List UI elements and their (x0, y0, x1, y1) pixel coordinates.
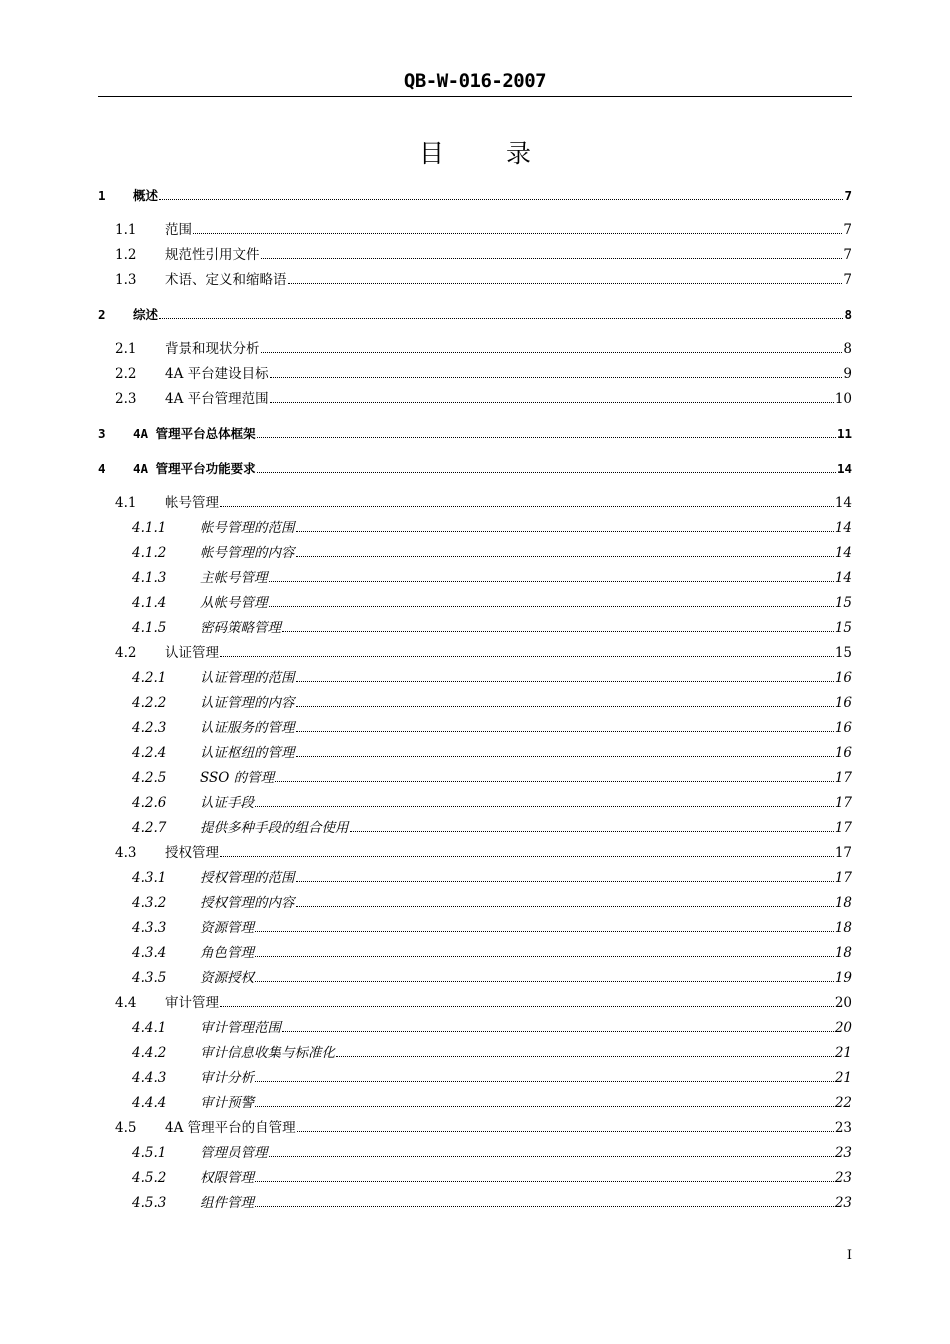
toc-entry[interactable] (98, 1193, 852, 1213)
toc-entry-page: 17 (834, 820, 852, 836)
toc-entry[interactable] (98, 818, 852, 838)
toc-entry-page: 8 (844, 307, 852, 322)
toc-entry[interactable] (98, 993, 852, 1013)
toc-entry-page: 14 (834, 545, 852, 561)
toc-dot-leader (296, 531, 834, 532)
toc-dot-leader (270, 402, 834, 403)
toc-entry-title: 资源授权 (200, 970, 254, 986)
toc-entry-page: 14 (836, 461, 852, 476)
toc-entry-number: 4.4.3 (132, 1070, 167, 1086)
toc-dot-leader (296, 556, 834, 557)
toc-entry[interactable] (98, 643, 852, 663)
toc-entry-page: 23 (834, 1145, 852, 1161)
toc-entry[interactable] (98, 918, 852, 938)
toc-entry-title: 审计管理 (165, 995, 219, 1011)
toc-entry-title: 审计管理范围 (200, 1020, 281, 1036)
toc-entry[interactable] (98, 793, 852, 813)
toc-entry-page: 23 (834, 1120, 852, 1136)
toc-entry-number: 4.2.7 (132, 820, 167, 836)
toc-entry[interactable] (98, 493, 852, 513)
toc-dot-leader (282, 631, 834, 632)
toc-dot-leader (296, 906, 834, 907)
toc-entry[interactable] (98, 768, 852, 788)
toc-entry[interactable] (98, 245, 852, 265)
toc-entry-title: 资源管理 (200, 920, 254, 936)
toc-entry[interactable] (98, 459, 852, 479)
toc-entry[interactable] (98, 364, 852, 384)
toc-entry-title: 术语、定义和缩略语 (165, 272, 287, 288)
toc-entry[interactable] (98, 186, 852, 206)
toc-entry-page: 7 (843, 247, 852, 263)
toc-entry-title: 背景和现状分析 (165, 341, 260, 357)
toc-entry-number: 4.2.2 (132, 695, 167, 711)
toc-entry-page: 7 (843, 222, 852, 238)
toc-entry-title: 4A 管理平台总体框架 (133, 426, 256, 441)
toc-dot-leader (288, 283, 843, 284)
toc-dot-leader (220, 656, 834, 657)
toc-entry-title: 权限管理 (200, 1170, 254, 1186)
toc-dot-leader (269, 606, 834, 607)
toc-entry[interactable] (98, 1043, 852, 1063)
toc-dot-leader (257, 472, 836, 473)
toc-entry-title: 规范性引用文件 (165, 247, 260, 263)
toc-entry-page: 9 (843, 366, 852, 382)
toc-dot-leader (255, 1206, 834, 1207)
toc-dot-leader (350, 831, 834, 832)
toc-dot-leader (269, 581, 834, 582)
toc-entry-page: 17 (834, 845, 852, 861)
toc-entry[interactable] (98, 1168, 852, 1188)
toc-entry-number: 4.3.5 (132, 970, 167, 986)
toc-dot-leader (336, 1056, 834, 1057)
toc-entry[interactable] (98, 618, 852, 638)
toc-entry-number: 4 (98, 461, 106, 476)
toc-entry-number: 4.4 (115, 995, 137, 1011)
toc-entry-page: 23 (834, 1170, 852, 1186)
toc-entry-title: 主帐号管理 (200, 570, 268, 586)
toc-entry-number: 1 (98, 188, 106, 203)
toc-entry-title: 4A 平台建设目标 (165, 366, 269, 382)
toc-dot-leader (255, 981, 834, 982)
toc-entry[interactable] (98, 543, 852, 563)
toc-dot-leader (220, 856, 834, 857)
toc-entry-page: 16 (834, 745, 852, 761)
toc-entry-title: 概述 (133, 188, 159, 203)
toc-entry-page: 20 (834, 1020, 852, 1036)
toc-entry-number: 4.1.2 (132, 545, 167, 561)
toc-entry[interactable] (98, 424, 852, 444)
toc-entry-title: 授权管理的范围 (200, 870, 295, 886)
toc-entry-title: 授权管理 (165, 845, 219, 861)
toc-entry-page: 14 (834, 570, 852, 586)
toc-entry-page: 11 (836, 426, 852, 441)
toc-entry-title: 范围 (165, 222, 192, 238)
toc-entry-title: 认证管理 (165, 645, 219, 661)
toc-title-right: 录 (506, 139, 532, 168)
toc-entry-number: 4.5.2 (132, 1170, 167, 1186)
toc-entry[interactable] (98, 220, 852, 240)
toc-entry-title: 认证服务的管理 (200, 720, 295, 736)
toc-entry-title: 帐号管理 (165, 495, 219, 511)
toc-entry[interactable] (98, 893, 852, 913)
toc-entry-page: 17 (834, 795, 852, 811)
toc-entry[interactable] (98, 1118, 852, 1138)
toc-entry-title: 认证枢纽的管理 (200, 745, 295, 761)
toc-entry-page: 17 (834, 770, 852, 786)
toc-entry-title: 4A 管理平台功能要求 (133, 461, 256, 476)
toc-entry-title: 认证管理的范围 (200, 670, 295, 686)
toc-entry-page: 15 (834, 620, 852, 636)
toc-entry-title: 从帐号管理 (200, 595, 268, 611)
toc-dot-leader (297, 1131, 834, 1132)
toc-entry-number: 2.2 (115, 366, 137, 382)
toc-dot-leader (269, 1156, 834, 1157)
toc-entry-page: 10 (834, 391, 852, 407)
toc-entry-page: 17 (834, 870, 852, 886)
toc-entry-number: 4.3.3 (132, 920, 167, 936)
toc-entry[interactable] (98, 718, 852, 738)
toc-dot-leader (255, 806, 834, 807)
toc-entry-title: 审计分析 (200, 1070, 254, 1086)
toc-entry-page: 19 (834, 970, 852, 986)
toc-entry-number: 4.4.1 (132, 1020, 167, 1036)
toc-entry-page: 14 (834, 520, 852, 536)
toc-entry-title: 帐号管理的范围 (200, 520, 295, 536)
toc-entry-number: 4.2.1 (132, 670, 167, 686)
toc-entry-title: 4A 平台管理范围 (165, 391, 269, 407)
toc-entry-number: 4.2.3 (132, 720, 167, 736)
toc-entry-number: 4.3 (115, 845, 137, 861)
toc-entry-page: 15 (834, 645, 852, 661)
toc-entry-number: 4.1.3 (132, 570, 167, 586)
toc-entry[interactable] (98, 868, 852, 888)
toc-entry-title: 管理员管理 (200, 1145, 268, 1161)
toc-entry-title: 密码策略管理 (200, 620, 281, 636)
toc-entry-number: 4.1.4 (132, 595, 167, 611)
toc-entry-number: 2 (98, 307, 106, 322)
toc-entry-number: 4.1.5 (132, 620, 167, 636)
toc-entry[interactable] (98, 943, 852, 963)
toc-dot-leader (270, 377, 843, 378)
toc-entry-page: 21 (834, 1070, 852, 1086)
toc-entry-number: 4.1 (115, 495, 137, 511)
document-code-header: QB-W-016-2007 (403, 70, 547, 92)
toc-entry-title: 审计预警 (200, 1095, 254, 1111)
toc-dot-leader (261, 258, 843, 259)
toc-entry-number: 4.2 (115, 645, 137, 661)
toc-entry[interactable] (98, 693, 852, 713)
toc-title-left: 目 (418, 139, 444, 168)
toc-entry-number: 3 (98, 426, 106, 441)
toc-entry[interactable] (98, 1093, 852, 1113)
header-rule (98, 96, 852, 97)
toc-entry[interactable] (98, 305, 852, 325)
toc-dot-leader (255, 1181, 834, 1182)
toc-entry-page: 8 (843, 341, 852, 357)
toc-dot-leader (220, 506, 834, 507)
toc-entry-number: 2.3 (115, 391, 137, 407)
toc-dot-leader (261, 352, 843, 353)
toc-dot-leader (255, 956, 834, 957)
toc-entry-number: 4.1.1 (132, 520, 167, 536)
toc-entry[interactable] (98, 1068, 852, 1088)
toc-entry-number: 4.5.1 (132, 1145, 167, 1161)
toc-entry-title: 授权管理的内容 (200, 895, 295, 911)
toc-entry-page: 16 (834, 695, 852, 711)
toc-dot-leader (275, 781, 834, 782)
toc-entry-number: 4.2.4 (132, 745, 167, 761)
toc-entry[interactable] (98, 843, 852, 863)
toc-entry[interactable] (98, 568, 852, 588)
toc-dot-leader (296, 681, 834, 682)
toc-entry-number: 4.2.5 (132, 770, 167, 786)
toc-entry-page: 18 (834, 920, 852, 936)
toc-dot-leader (220, 1006, 834, 1007)
toc-entry-title: 审计信息收集与标准化 (200, 1045, 335, 1061)
toc-dot-leader (282, 1031, 834, 1032)
toc-dot-leader (296, 881, 834, 882)
toc-dot-leader (296, 706, 834, 707)
toc-dot-leader (296, 756, 834, 757)
toc-entry-page: 18 (834, 895, 852, 911)
toc-entry-number: 4.5.3 (132, 1195, 167, 1211)
toc-entry-page: 18 (834, 945, 852, 961)
toc-entry-number: 2.1 (115, 341, 137, 357)
toc-entry-page: 7 (843, 272, 852, 288)
toc-title (0, 134, 950, 170)
toc-entry[interactable] (98, 743, 852, 763)
page-number: I (846, 1248, 852, 1263)
toc-entry[interactable] (98, 968, 852, 988)
toc-entry-title: 组件管理 (200, 1195, 254, 1211)
toc-entry-title: 认证管理的内容 (200, 695, 295, 711)
toc-entry-title: 认证手段 (200, 795, 254, 811)
toc-entry-number: 1.2 (115, 247, 137, 263)
toc-entry-title: 角色管理 (200, 945, 254, 961)
toc-dot-leader (255, 1081, 834, 1082)
toc-dot-leader (159, 318, 843, 319)
toc-entry[interactable] (98, 1018, 852, 1038)
toc-entry-page: 16 (834, 670, 852, 686)
toc-entry-number: 4.3.1 (132, 870, 167, 886)
toc-entry-number: 4.2.6 (132, 795, 167, 811)
toc-entry-number: 4.4.4 (132, 1095, 167, 1111)
toc-entry-page: 7 (844, 188, 852, 203)
toc-dot-leader (159, 199, 843, 200)
toc-entry-page: 21 (834, 1045, 852, 1061)
toc-entry-page: 20 (834, 995, 852, 1011)
toc-entry-number: 4.3.4 (132, 945, 167, 961)
toc-entry[interactable] (98, 518, 852, 538)
toc-entry-number: 4.4.2 (132, 1045, 167, 1061)
toc-entry[interactable] (98, 270, 852, 290)
toc-entry-page: 14 (834, 495, 852, 511)
toc-entry-title: SSO 的管理 (200, 770, 275, 786)
toc-entry-number: 1.3 (115, 272, 137, 288)
toc-dot-leader (257, 437, 836, 438)
toc-dot-leader (296, 731, 834, 732)
toc-entry-title: 4A 管理平台的自管理 (165, 1120, 296, 1136)
toc-entry[interactable] (98, 1143, 852, 1163)
toc-entry-page: 22 (834, 1095, 852, 1111)
toc-entry-number: 1.1 (115, 222, 137, 238)
toc-entry-page: 16 (834, 720, 852, 736)
toc-entry-number: 4.3.2 (132, 895, 167, 911)
toc-entry[interactable] (98, 339, 852, 359)
toc-entry-page: 23 (834, 1195, 852, 1211)
toc-entry-number: 4.5 (115, 1120, 137, 1136)
toc-dot-leader (193, 233, 842, 234)
toc-entry-title: 帐号管理的内容 (200, 545, 295, 561)
toc-entry[interactable] (98, 668, 852, 688)
toc-entry-page: 15 (834, 595, 852, 611)
toc-dot-leader (255, 931, 834, 932)
toc-entry[interactable] (98, 593, 852, 613)
toc-entry[interactable] (98, 389, 852, 409)
toc-dot-leader (255, 1106, 834, 1107)
toc-entry-title: 综述 (133, 307, 159, 322)
toc-entry-title: 提供多种手段的组合使用 (200, 820, 349, 836)
